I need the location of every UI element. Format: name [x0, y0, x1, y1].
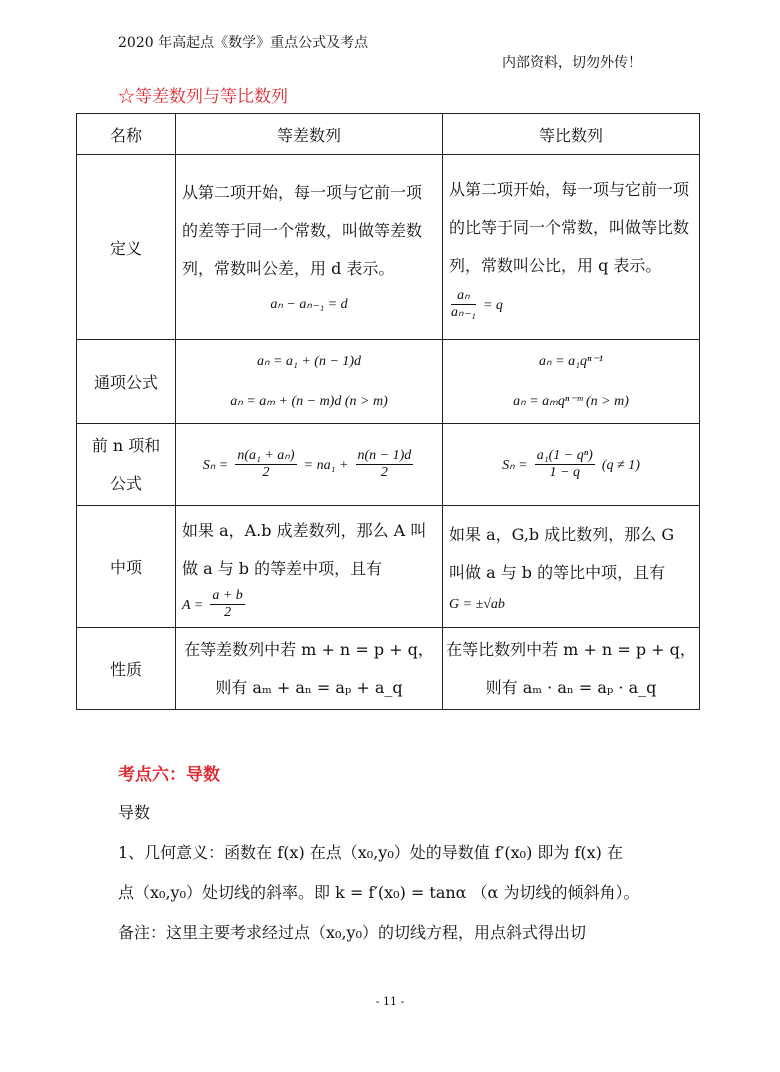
geo-mean-cell [443, 506, 700, 628]
geo-general-term-cell [443, 340, 700, 424]
row-name [77, 424, 176, 506]
header-note: 内部资料，切勿外传！ [502, 55, 642, 71]
arith-mean-cell [176, 506, 443, 628]
table-row [77, 424, 700, 506]
row-name: 通项公式 [77, 340, 176, 424]
geo-sum-fraction [535, 448, 595, 481]
geo-property-cell [443, 628, 700, 710]
row-name-line2: 公式 [109, 473, 142, 493]
geo-sum-lhs: Sₙ = [502, 458, 528, 473]
arith-sum-lhs: Sₙ = [202, 458, 229, 473]
header-cell-geometric: 等比数列 [443, 114, 700, 155]
page-number: - 11 - [375, 995, 405, 1008]
fraction-denominator: 2 [224, 605, 232, 620]
fraction-numerator: a₁(1 − qⁿ) [536, 448, 593, 463]
header-title: 2020 年高起点《数学》重点公式及考点 [118, 35, 369, 51]
arith-general-term-cell [176, 340, 443, 424]
geo-definition-text [443, 169, 699, 325]
geo-general-term-2: aₙ = aₘqⁿ⁻ᵐ (n > m) [513, 393, 629, 409]
fraction-denominator: 2 [380, 465, 388, 480]
geo-sum-condition: (q ≠ 1) [601, 458, 640, 473]
row-name: 定义 [77, 155, 176, 340]
fraction-denominator: 2 [262, 465, 270, 480]
arith-sum-fraction-2 [356, 448, 414, 481]
row-name-line1: 前 n 项和 [91, 435, 161, 455]
arith-sum-cell [176, 424, 443, 506]
geo-general-term-1: aₙ = a₁qⁿ⁻¹ [539, 353, 603, 369]
arith-property-2: 则有 aₘ + aₙ = aₚ + a_q [215, 677, 403, 697]
geo-definition-fraction [451, 288, 476, 321]
geo-property-1: 在等比数列中若 m + n = p + q， [446, 639, 696, 659]
arith-mean-fraction [210, 588, 244, 621]
header-cell-arithmetic: 等差数列 [176, 114, 443, 155]
geo-definition-cell [443, 155, 700, 340]
table-row [77, 155, 700, 340]
header-cell-name: 名称 [77, 114, 176, 155]
fraction-numerator: n(n − 1)d [357, 448, 412, 463]
geo-property-2: 则有 aₘ · aₙ = aₚ · a_q [485, 677, 657, 697]
row-name: 性质 [77, 628, 176, 710]
table-row [77, 340, 700, 424]
arith-sum-mid: = na₁ + [303, 458, 349, 473]
body-paragraph-3: 点（x₀,y₀）处切线的斜率。即 k = f′(x₀) = tanα （α 为切线的倾斜角）。 [118, 883, 640, 902]
fraction-numerator: n(a₁ + aₙ) [237, 448, 295, 463]
arith-mean-formula [176, 588, 442, 621]
geo-definition-text-body: 从第二项开始，每一项与它前一项的比等于同一个常数，叫做等比数列，常数叫公比，用 q 表示。 [449, 180, 690, 275]
table-row [77, 506, 700, 628]
geo-mean-formula: G = ±√ab [449, 596, 505, 612]
body-paragraph-4: 备注：这里主要考求经过点（x₀,y₀）的切线方程，用点斜式得出切 [118, 923, 586, 942]
arith-property-1: 在等差数列中若 m + n = p + q， [184, 639, 434, 659]
table-row [77, 628, 700, 710]
arith-general-term-2: aₙ = aₘ + (n − m)d (n > m) [230, 393, 388, 409]
row-name: 中项 [77, 506, 176, 628]
geo-mean-text: 如果 a，G,b 成比数列，那么 G 叫做 a 与 b 的等比中项，且有 [449, 524, 675, 582]
geo-sum-cell [443, 424, 700, 506]
arith-mean-text: 如果 a，A.b 成差数列，那么 A 叫做 a 与 b 的等差中项，且有 [182, 521, 427, 578]
fraction-numerator: aₙ [451, 288, 476, 305]
arith-general-term-1: aₙ = a₁ + (n − 1)d [256, 353, 362, 369]
fraction-numerator: a + b [212, 588, 243, 603]
arith-property-cell [176, 628, 443, 710]
body-paragraph-2: 1、几何意义：函数在 f(x) 在点（x₀,y₀）处的导数值 f′(x₀) 即为 f(x) 在 [118, 843, 624, 862]
arith-definition-text: 从第二项开始，每一项与它前一项的差等于同一个常数，叫做等差数列，常数叫公差，用 d 表示。 [182, 183, 423, 278]
arith-mean-lhs: A = [182, 598, 204, 613]
section-title: ☆等差数列与等比数列 [118, 87, 288, 107]
geo-definition-rhs: = q [482, 298, 503, 313]
section2-title: 考点六：导数 [118, 765, 220, 785]
arith-sum-fraction-1 [235, 448, 296, 481]
arith-definition-cell [176, 155, 443, 340]
arith-definition-formula: aₙ − aₙ₋₁ = d [270, 297, 348, 312]
sequence-table [76, 113, 700, 710]
fraction-denominator: aₙ₋₁ [451, 305, 476, 320]
fraction-denominator: 1 − q [549, 465, 580, 480]
body-paragraph-1: 导数 [118, 803, 151, 822]
table-header-row [77, 114, 700, 155]
